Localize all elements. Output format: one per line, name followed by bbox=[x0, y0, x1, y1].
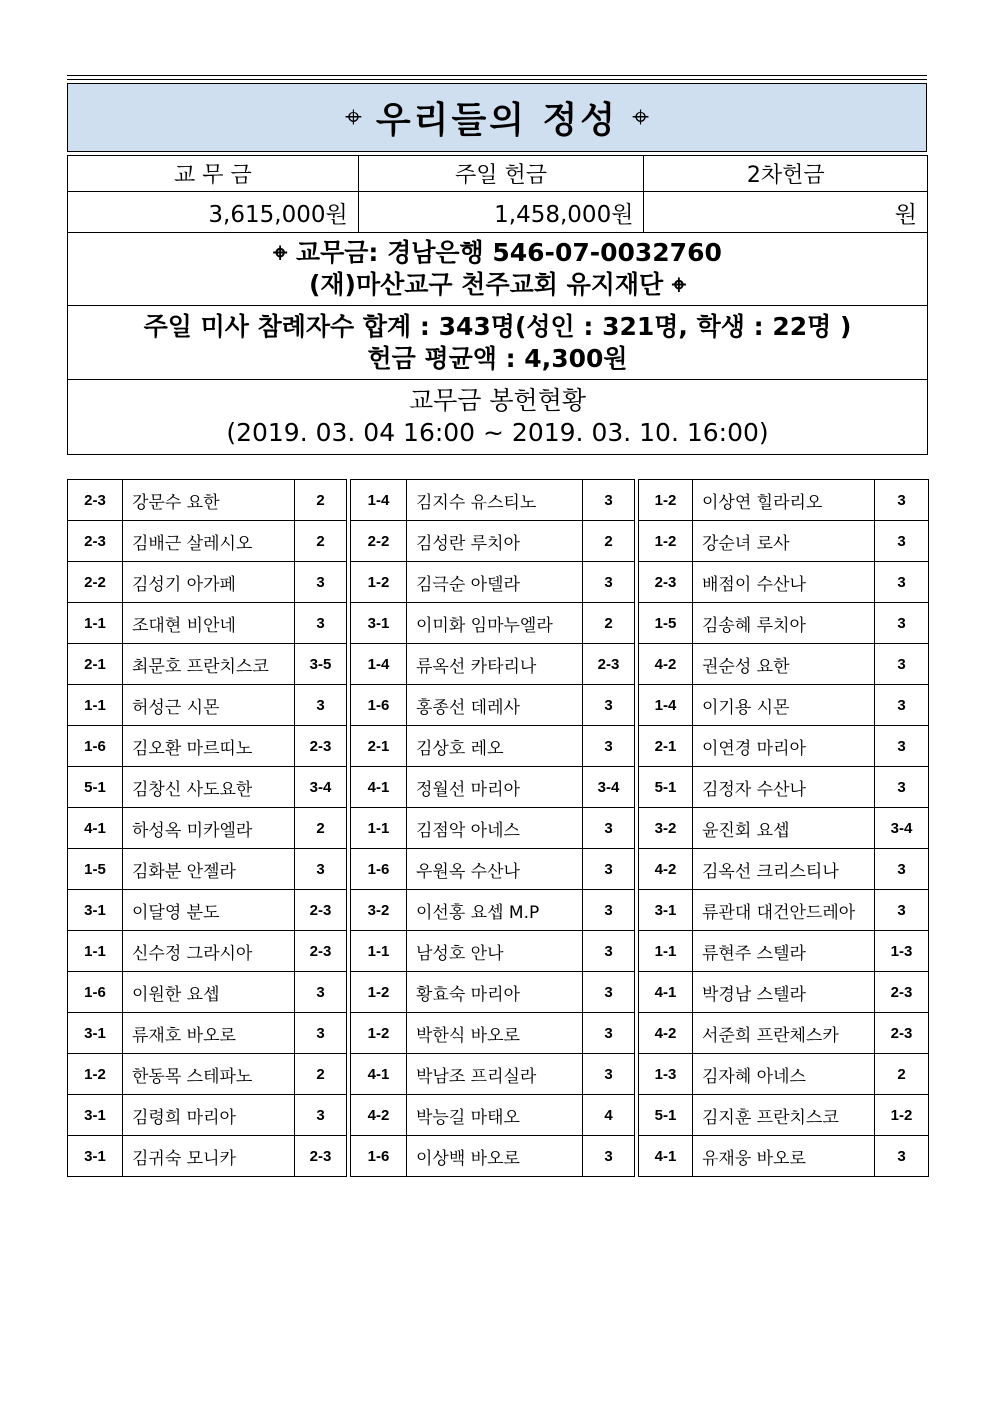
name-cell: 최문호 프란치스코 bbox=[123, 644, 295, 685]
count-cell: 3 bbox=[583, 562, 635, 603]
name-cell: 박한식 바오로 bbox=[407, 1013, 583, 1054]
count-cell: 2 bbox=[295, 521, 347, 562]
district-cell: 2-3 bbox=[68, 480, 123, 521]
district-cell: 1-2 bbox=[639, 480, 693, 521]
district-cell: 1-2 bbox=[68, 1054, 123, 1095]
top-rule bbox=[67, 75, 927, 76]
count-cell: 3 bbox=[875, 890, 929, 931]
table-row bbox=[68, 972, 929, 1013]
count-cell: 2 bbox=[583, 603, 635, 644]
district-cell: 1-4 bbox=[639, 685, 693, 726]
name-cell: 김옥선 크리스티나 bbox=[693, 849, 875, 890]
count-cell: 3 bbox=[583, 849, 635, 890]
district-cell: 1-6 bbox=[351, 849, 407, 890]
district-cell: 1-2 bbox=[351, 562, 407, 603]
cross-icon: ⌖ bbox=[671, 270, 686, 299]
account-line-2: (재)마산교구 천주교회 유지재단 bbox=[308, 270, 664, 299]
district-cell: 4-1 bbox=[639, 972, 693, 1013]
district-cell: 2-1 bbox=[639, 726, 693, 767]
district-cell: 4-1 bbox=[351, 1054, 407, 1095]
table-row bbox=[68, 849, 929, 890]
district-cell: 1-4 bbox=[351, 644, 407, 685]
label-sunday-offering: 주일 헌금 bbox=[358, 156, 644, 192]
name-cell: 하성옥 미카엘라 bbox=[123, 808, 295, 849]
name-cell: 류재호 바오로 bbox=[123, 1013, 295, 1054]
district-cell: 2-2 bbox=[351, 521, 407, 562]
district-cell: 4-1 bbox=[68, 808, 123, 849]
name-cell: 이선홍 요셉 M.P bbox=[407, 890, 583, 931]
count-cell: 3 bbox=[295, 685, 347, 726]
table-row bbox=[68, 767, 929, 808]
name-cell: 이연경 마리아 bbox=[693, 726, 875, 767]
count-cell: 3 bbox=[875, 685, 929, 726]
district-cell: 1-2 bbox=[639, 521, 693, 562]
district-cell: 4-2 bbox=[639, 1013, 693, 1054]
name-cell: 홍종선 데레사 bbox=[407, 685, 583, 726]
name-cell: 윤진회 요셉 bbox=[693, 808, 875, 849]
cross-icon: ⌖ bbox=[632, 100, 649, 135]
label-tithe: 교 무 금 bbox=[68, 156, 359, 192]
count-cell: 2 bbox=[295, 1054, 347, 1095]
count-cell: 2 bbox=[583, 521, 635, 562]
name-cell: 배점이 수산나 bbox=[693, 562, 875, 603]
name-cell: 이원한 요셉 bbox=[123, 972, 295, 1013]
name-cell: 박남조 프리실라 bbox=[407, 1054, 583, 1095]
district-cell: 2-3 bbox=[639, 562, 693, 603]
name-cell: 류관대 대건안드레아 bbox=[693, 890, 875, 931]
count-cell: 2 bbox=[875, 1054, 929, 1095]
name-cell: 남성호 안나 bbox=[407, 931, 583, 972]
account-row bbox=[68, 233, 928, 306]
name-cell: 김점악 아네스 bbox=[407, 808, 583, 849]
count-cell: 3 bbox=[875, 1136, 929, 1177]
count-cell: 3-5 bbox=[295, 644, 347, 685]
table-row bbox=[68, 1054, 929, 1095]
count-cell: 3 bbox=[875, 726, 929, 767]
count-cell: 2 bbox=[295, 480, 347, 521]
name-cell: 김송혜 루치아 bbox=[693, 603, 875, 644]
status-period: (2019. 03. 04 16:00 ~ 2019. 03. 10. 16:00) bbox=[226, 418, 769, 447]
name-cell: 유재웅 바오로 bbox=[693, 1136, 875, 1177]
count-cell: 2-3 bbox=[295, 890, 347, 931]
district-cell: 1-5 bbox=[639, 603, 693, 644]
district-cell: 5-1 bbox=[639, 1095, 693, 1136]
name-cell: 김자혜 아네스 bbox=[693, 1054, 875, 1095]
count-cell: 3 bbox=[583, 685, 635, 726]
count-cell: 3-4 bbox=[295, 767, 347, 808]
count-cell: 1-2 bbox=[875, 1095, 929, 1136]
top-rule-inner bbox=[67, 79, 927, 80]
district-cell: 2-1 bbox=[68, 644, 123, 685]
district-cell: 1-1 bbox=[68, 685, 123, 726]
count-cell: 3 bbox=[583, 1136, 635, 1177]
cross-icon: ⌖ bbox=[273, 238, 288, 267]
count-cell: 3-4 bbox=[583, 767, 635, 808]
table-row bbox=[68, 726, 929, 767]
table-row bbox=[68, 480, 929, 521]
name-cell: 김귀숙 모니카 bbox=[123, 1136, 295, 1177]
table-row bbox=[68, 808, 929, 849]
name-cell: 이달영 분도 bbox=[123, 890, 295, 931]
count-cell: 2-3 bbox=[295, 1136, 347, 1177]
count-cell: 3 bbox=[875, 480, 929, 521]
status-row bbox=[68, 380, 928, 455]
name-cell: 김화분 안젤라 bbox=[123, 849, 295, 890]
table-row bbox=[68, 931, 929, 972]
district-cell: 3-1 bbox=[351, 603, 407, 644]
name-cell: 조대현 비안네 bbox=[123, 603, 295, 644]
count-cell: 3 bbox=[583, 890, 635, 931]
district-cell: 4-2 bbox=[639, 849, 693, 890]
name-cell: 강문수 요한 bbox=[123, 480, 295, 521]
district-cell: 2-1 bbox=[351, 726, 407, 767]
district-cell: 1-2 bbox=[351, 1013, 407, 1054]
table-row bbox=[68, 521, 929, 562]
account-info bbox=[68, 233, 928, 306]
attendance-line-1: 주일 미사 참례자수 합계 : 343명(성인 : 321명, 학생 : 22명 ) bbox=[143, 311, 852, 341]
summary-amount-row bbox=[68, 192, 928, 233]
count-cell: 2-3 bbox=[875, 972, 929, 1013]
district-cell: 4-2 bbox=[639, 644, 693, 685]
table-row bbox=[68, 1095, 929, 1136]
table-row bbox=[68, 562, 929, 603]
count-cell: 3 bbox=[583, 726, 635, 767]
count-cell: 3 bbox=[875, 521, 929, 562]
count-cell: 1-3 bbox=[875, 931, 929, 972]
name-cell: 김지수 유스티노 bbox=[407, 480, 583, 521]
offering-list-table bbox=[67, 479, 929, 1177]
count-cell: 3 bbox=[875, 767, 929, 808]
status-info bbox=[68, 380, 928, 455]
district-cell: 1-6 bbox=[351, 685, 407, 726]
count-cell: 3 bbox=[583, 1054, 635, 1095]
table-row bbox=[68, 1136, 929, 1177]
district-cell: 3-1 bbox=[68, 1013, 123, 1054]
name-cell: 김성란 루치아 bbox=[407, 521, 583, 562]
district-cell: 4-1 bbox=[639, 1136, 693, 1177]
district-cell: 3-1 bbox=[68, 1095, 123, 1136]
name-cell: 이상연 힐라리오 bbox=[693, 480, 875, 521]
district-cell: 3-1 bbox=[68, 1136, 123, 1177]
count-cell: 3 bbox=[875, 562, 929, 603]
count-cell: 2-3 bbox=[583, 644, 635, 685]
district-cell: 1-4 bbox=[351, 480, 407, 521]
amount-sunday-offering: 1,458,000원 bbox=[358, 192, 644, 233]
name-cell: 이기용 시몬 bbox=[693, 685, 875, 726]
table-row bbox=[68, 644, 929, 685]
count-cell: 3 bbox=[583, 480, 635, 521]
district-cell: 5-1 bbox=[639, 767, 693, 808]
name-cell: 권순성 요한 bbox=[693, 644, 875, 685]
district-cell: 1-6 bbox=[68, 972, 123, 1013]
district-cell: 1-1 bbox=[351, 931, 407, 972]
page-title: 우리들의 정성 bbox=[375, 100, 619, 141]
count-cell: 3 bbox=[875, 644, 929, 685]
count-cell: 2-3 bbox=[875, 1013, 929, 1054]
count-cell: 3 bbox=[583, 1013, 635, 1054]
count-cell: 4 bbox=[583, 1095, 635, 1136]
district-cell: 3-1 bbox=[68, 890, 123, 931]
district-cell: 4-2 bbox=[351, 1095, 407, 1136]
name-cell: 신수정 그라시아 bbox=[123, 931, 295, 972]
table-row bbox=[68, 890, 929, 931]
amount-tithe: 3,615,000원 bbox=[68, 192, 359, 233]
count-cell: 3 bbox=[583, 808, 635, 849]
name-cell: 김배근 살레시오 bbox=[123, 521, 295, 562]
district-cell: 2-2 bbox=[68, 562, 123, 603]
name-cell: 류옥선 카타리나 bbox=[407, 644, 583, 685]
name-cell: 김성기 아가페 bbox=[123, 562, 295, 603]
name-cell: 황효숙 마리아 bbox=[407, 972, 583, 1013]
district-cell: 1-6 bbox=[351, 1136, 407, 1177]
name-cell: 서준희 프란체스카 bbox=[693, 1013, 875, 1054]
name-cell: 김상호 레오 bbox=[407, 726, 583, 767]
summary-table bbox=[67, 155, 928, 455]
name-cell: 박경남 스텔라 bbox=[693, 972, 875, 1013]
district-cell: 1-1 bbox=[351, 808, 407, 849]
count-cell: 3 bbox=[583, 972, 635, 1013]
account-line-1: 교무금: 경남은행 546-07-0032760 bbox=[295, 238, 722, 267]
name-cell: 김지훈 프란치스코 bbox=[693, 1095, 875, 1136]
district-cell: 1-2 bbox=[351, 972, 407, 1013]
name-cell: 박능길 마태오 bbox=[407, 1095, 583, 1136]
name-cell: 허성근 시몬 bbox=[123, 685, 295, 726]
district-cell: 1-1 bbox=[639, 931, 693, 972]
name-cell: 이상백 바오로 bbox=[407, 1136, 583, 1177]
summary-header-row bbox=[68, 156, 928, 192]
district-cell: 2-3 bbox=[68, 521, 123, 562]
amount-second-collection: 원 bbox=[644, 192, 928, 233]
count-cell: 2-3 bbox=[295, 931, 347, 972]
count-cell: 3 bbox=[295, 603, 347, 644]
district-cell: 3-2 bbox=[351, 890, 407, 931]
district-cell: 4-1 bbox=[351, 767, 407, 808]
count-cell: 3-4 bbox=[875, 808, 929, 849]
table-row bbox=[68, 1013, 929, 1054]
district-cell: 1-1 bbox=[68, 603, 123, 644]
count-cell: 3 bbox=[875, 603, 929, 644]
attendance-row bbox=[68, 306, 928, 380]
count-cell: 3 bbox=[295, 562, 347, 603]
status-title: 교무금 봉헌현황 bbox=[409, 386, 586, 415]
title-banner bbox=[67, 83, 927, 152]
district-cell: 1-6 bbox=[68, 726, 123, 767]
label-second-collection: 2차헌금 bbox=[644, 156, 928, 192]
name-cell: 김령희 마리아 bbox=[123, 1095, 295, 1136]
count-cell: 3 bbox=[295, 972, 347, 1013]
district-cell: 1-5 bbox=[68, 849, 123, 890]
count-cell: 3 bbox=[875, 849, 929, 890]
name-cell: 김창신 사도요한 bbox=[123, 767, 295, 808]
name-cell: 류현주 스텔라 bbox=[693, 931, 875, 972]
district-cell: 1-1 bbox=[68, 931, 123, 972]
name-cell: 김정자 수산나 bbox=[693, 767, 875, 808]
attendance-line-2: 헌금 평균액 : 4,300원 bbox=[367, 343, 628, 373]
count-cell: 3 bbox=[583, 931, 635, 972]
district-cell: 3-1 bbox=[639, 890, 693, 931]
count-cell: 2-3 bbox=[295, 726, 347, 767]
name-cell: 김오환 마르띠노 bbox=[123, 726, 295, 767]
attendance-info bbox=[68, 306, 928, 380]
district-cell: 5-1 bbox=[68, 767, 123, 808]
count-cell: 2 bbox=[295, 808, 347, 849]
count-cell: 3 bbox=[295, 1095, 347, 1136]
district-cell: 1-3 bbox=[639, 1054, 693, 1095]
cross-icon: ⌖ bbox=[345, 100, 362, 135]
name-cell: 정월선 마리아 bbox=[407, 767, 583, 808]
name-cell: 이미화 임마누엘라 bbox=[407, 603, 583, 644]
table-row bbox=[68, 603, 929, 644]
name-cell: 강순녀 로사 bbox=[693, 521, 875, 562]
count-cell: 3 bbox=[295, 1013, 347, 1054]
name-cell: 우원옥 수산나 bbox=[407, 849, 583, 890]
count-cell: 3 bbox=[295, 849, 347, 890]
table-row bbox=[68, 685, 929, 726]
offering-list-body bbox=[68, 480, 929, 1177]
name-cell: 김극순 아델라 bbox=[407, 562, 583, 603]
name-cell: 한동목 스테파노 bbox=[123, 1054, 295, 1095]
district-cell: 3-2 bbox=[639, 808, 693, 849]
